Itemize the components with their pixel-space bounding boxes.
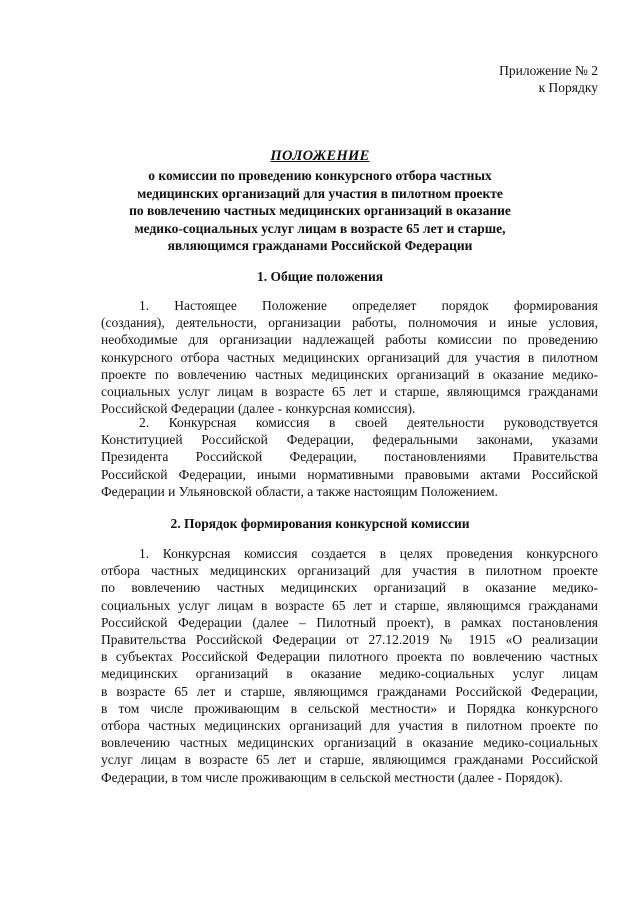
text-line: Российской Федерации (далее – Пилотный проект), в рамках постановления [101,614,598,630]
text-line: Конституцией Российской Федерации, федеральными законами, указами [101,432,598,448]
subtitle-line: являющимся гражданами Российской Федерации [167,238,473,254]
text-line: Президента Российской Федерации, постановлениями Правительства [101,449,598,465]
text-line: Правительства Российской Федерации от 27.12.2019 № 1915 «О реализации [101,632,598,648]
appendix-reference [499,62,598,96]
appendix-to-order: к Порядку [538,80,598,95]
text-line: в возрасте 65 лет и старше, являющимся гражданами Российской Федерации, [101,683,598,699]
text-line: 2. Конкурсная комиссия в своей деятельности руководствуется [139,415,598,430]
text-line: (создания), деятельности, организации работы, полномочия и иные условия, [101,315,598,331]
section-2-paragraph-1 [101,545,598,786]
text-line: вовлечению частных медицинских организаций в оказание медико-социальных [101,735,598,751]
text-line: услуг лицам в возрасте 65 лет и старше, являющимся гражданами Российской [101,752,598,768]
text-line: по вовлечению частных медицинских организаций в оказание медико- [101,580,598,596]
text-line: социальных услуг лицам в возрасте 65 лет и старше, являющимся гражданами [101,384,598,400]
subtitle-line: медицинских организаций для участия в пилотном проекте [137,185,503,201]
text-line: в том числе проживающим в сельской местности» и Порядка конкурсного [101,700,598,716]
subtitle-line: медико-социальных услуг лицам в возрасте 65 лет и старше, [134,220,506,236]
subtitle-line: по вовлечению частных медицинских организаций в оказание [129,203,511,219]
text-line: конкурсного отбора частных медицинских организаций для участия в пилотном [101,349,598,365]
section-2-heading: 2. Порядок формирования конкурсной комиссии [170,516,470,531]
text-line: необходимые для организации надлежащей работы комиссии по проведению [101,332,598,348]
text-line: Федерации, в том числе проживающим в сельской местности (далее - Порядок). [101,769,563,785]
text-line: 1. Конкурсная комиссия создается в целях проведения конкурсного [139,546,598,561]
text-line: отбора частных медицинских организаций для участия в пилотном проекте [101,563,598,579]
document-title: ПОЛОЖЕНИЕ [270,148,370,164]
text-line: медицинских организаций в оказание медико-социальных услуг лицам [101,666,598,682]
text-line: Российской Федерации (далее - конкурсная комиссия). [101,401,416,417]
document-subtitle [40,167,600,255]
subtitle-line: о комиссии по проведению конкурсного отбора частных [148,168,492,183]
appendix-number: Приложение № 2 [499,63,598,78]
text-line: в субъектах Российской Федерации пилотного проекта по вовлечению частных [101,649,598,665]
text-line: отбора частных медицинских организаций для участия в пилотном проекте по [101,718,598,734]
text-line: 1. Настоящее Положение определяет порядок формирования [139,298,598,313]
section-1-heading: 1. Общие положения [256,269,384,284]
text-line: социальных услуг лицам в возрасте 65 лет и старше, являющимся гражданами [101,597,598,613]
text-line: Федерации и Ульяновской области, а также настоящим Положением. [101,483,498,499]
section-1-paragraph-2 [101,414,598,500]
section-1-paragraph-1 [101,297,598,417]
text-line: Российской Федерации, иными нормативными правовыми актами Российской [101,466,598,482]
text-line: проекте по вовлечению частных медицинских организаций в оказание медико- [101,366,598,382]
